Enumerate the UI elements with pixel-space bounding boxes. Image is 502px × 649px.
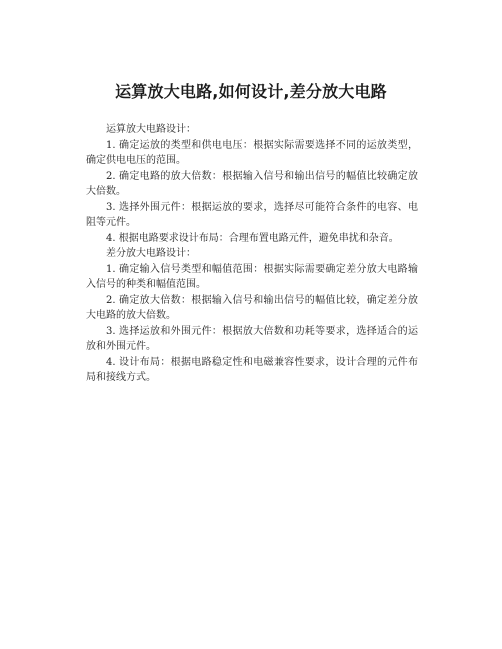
paragraph: 1. 确定输入信号类型和幅值范围：根据实际需要确定差分放大电路输入信号的种类和幅值范围。 (86, 263, 418, 290)
paragraph: 2. 确定电路的放大倍数：根据输入信号和输出信号的幅值比较确定放大倍数。 (86, 170, 418, 197)
paragraph: 4. 设计布局：根据电路稳定性和电磁兼容性要求，设计合理的元件布局和接线方式。 (86, 356, 418, 383)
paragraph: 1. 确定运放的类型和供电电压：根据实际需要选择不同的运放类型，确定供电电压的范围。 (86, 139, 418, 166)
document-body (86, 122, 418, 386)
section-heading-opamp: 运算放大电路设计： (106, 124, 196, 135)
document-title: 运算放大电路,如何设计,差分放大电路 (115, 82, 387, 101)
paragraph: 2. 确定放大倍数：根据输入信号和输出信号的幅值比较，确定差分放大电路的放大倍数。 (86, 294, 418, 321)
paragraph: 3. 选择运放和外围元件：根据放大倍数和功耗等要求，选择适合的运放和外围元件。 (86, 325, 418, 352)
paragraph: 3. 选择外围元件：根据运放的要求，选择尽可能符合条件的电容、电阻等元件。 (86, 201, 418, 228)
section-heading-differential: 差分放大电路设计： (106, 248, 196, 259)
paragraph: 4. 根据电路要求设计布局：合理布置电路元件，避免串扰和杂音。 (106, 232, 399, 244)
